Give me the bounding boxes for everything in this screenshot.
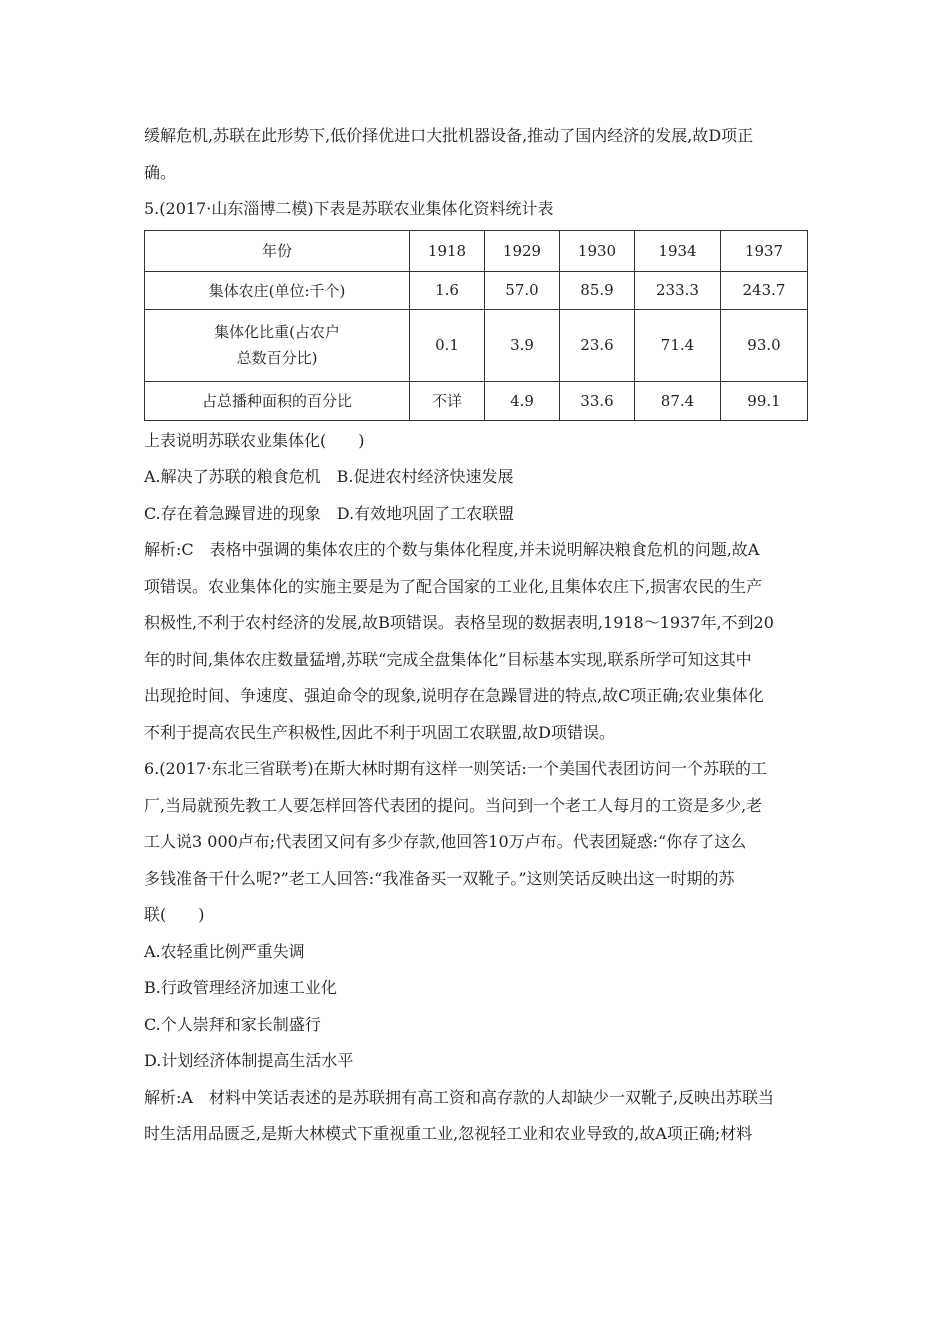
- analysis-line: 出现抢时间、争速度、强迫命令的现象,说明存在急躁冒进的特点,故C项正确;农业集体化: [144, 686, 764, 705]
- question-6-stem-line: 厂,当局就预先教工人要怎样回答代表团的提问。当问到一个老工人每月的工资是多少,老: [144, 795, 763, 815]
- collectivization-table: [144, 230, 808, 421]
- row-label: 集体农庄(单位:千个): [145, 271, 410, 309]
- analysis-line: 解析:A 材料中笑话表述的是苏联拥有高工资和高存款的人却缺少一双靴子,反映出苏联当: [144, 1087, 775, 1107]
- table-cell: 87.4: [635, 381, 721, 420]
- table-cell: 85.9: [560, 271, 635, 309]
- table-year: 1930: [560, 230, 635, 271]
- analysis-line: 项错误。农业集体化的实施主要是为了配合国家的工业化,且集体农庄下,损害农民的生产: [144, 576, 763, 596]
- table-header-label: 年份: [145, 230, 410, 271]
- question-5-options-ab: A.解决了苏联的粮食危机 B.促进农村经济快速发展: [144, 467, 514, 486]
- row-label-line-2: 总数百分比): [236, 349, 318, 367]
- question-6-option: C.个人崇拜和家长制盛行: [144, 1014, 321, 1034]
- intro-line-1: 缓解危机,苏联在此形势下,低价择优进口大批机器设备,推动了国内经济的发展,故D项正: [144, 126, 754, 145]
- table-row: [145, 271, 808, 309]
- question-5-title: 5.(2017·山东淄博二模)下表是苏联农业集体化资料统计表: [144, 199, 554, 218]
- table-row: [145, 381, 808, 420]
- analysis-line: 年的时间,集体农庄数量猛增,苏联“完成全盘集体化”目标基本实现,联系所学可知这其中: [144, 649, 752, 669]
- row-label: 占总播种面积的百分比: [145, 381, 410, 420]
- table-year: 1918: [410, 230, 485, 271]
- table-cell: 93.0: [721, 309, 808, 381]
- question-6-option: B.行政管理经济加速工业化: [144, 978, 337, 997]
- table-cell: 57.0: [485, 271, 560, 309]
- table-cell: 23.6: [560, 309, 635, 381]
- analysis-line: 解析:C 表格中强调的集体农庄的个数与集体化程度,并未说明解决粮食危机的问题,故A: [144, 540, 760, 559]
- table-row: [145, 309, 808, 381]
- intro-line-2: 确。: [144, 162, 177, 182]
- table-cell: 不详: [410, 381, 485, 420]
- table-year: 1937: [721, 230, 808, 271]
- question-5-stem: 上表说明苏联农业集体化( ): [144, 430, 365, 450]
- table-cell: 71.4: [635, 309, 721, 381]
- table-header-row: [145, 230, 808, 271]
- table-cell: 0.1: [410, 309, 485, 381]
- analysis-line: 积极性,不利于农村经济的发展,故B项错误。表格呈现的数据表明,1918～1937年,不到20: [144, 613, 774, 632]
- table-cell: 4.9: [485, 381, 560, 420]
- table-cell: 233.3: [635, 271, 721, 309]
- question-6-stem-line: 6.(2017·东北三省联考)在斯大林时期有这样一则笑话:一个美国代表团访问一个苏联的工: [144, 759, 767, 778]
- table-year: 1934: [635, 230, 721, 271]
- analysis-line: 时生活用品匮乏,是斯大林模式下重视重工业,忽视轻工业和农业导致的,故A项正确;材料: [144, 1124, 753, 1143]
- analysis-line: 不利于提高农民生产积极性,因此不利于巩固工农联盟,故D项错误。: [144, 722, 616, 742]
- question-6-option: A.农轻重比例严重失调: [144, 941, 305, 961]
- table-cell: 1.6: [410, 271, 485, 309]
- table-cell: 3.9: [485, 309, 560, 381]
- document-body: [144, 118, 812, 1153]
- row-label-line-1: 集体化比重(占农户: [214, 323, 340, 341]
- question-6-stem-line: 联( ): [144, 905, 205, 924]
- table-cell: 243.7: [721, 271, 808, 309]
- table-cell: 99.1: [721, 381, 808, 420]
- row-label: [145, 309, 410, 381]
- table-year: 1929: [485, 230, 560, 271]
- table-cell: 33.6: [560, 381, 635, 420]
- question-6-stem-line: 多钱准备干什么呢?”老工人回答:“我准备买一双靴子。”这则笑话反映出这一时期的苏: [144, 868, 735, 888]
- question-5-options-cd: C.存在着急躁冒进的现象 D.有效地巩固了工农联盟: [144, 503, 515, 523]
- question-6-option: D.计划经济体制提高生活水平: [144, 1051, 354, 1070]
- question-6-stem-line: 工人说3 000卢布;代表团又问有多少存款,他回答10万卢布。代表团疑惑:“你存了这么: [144, 832, 747, 851]
